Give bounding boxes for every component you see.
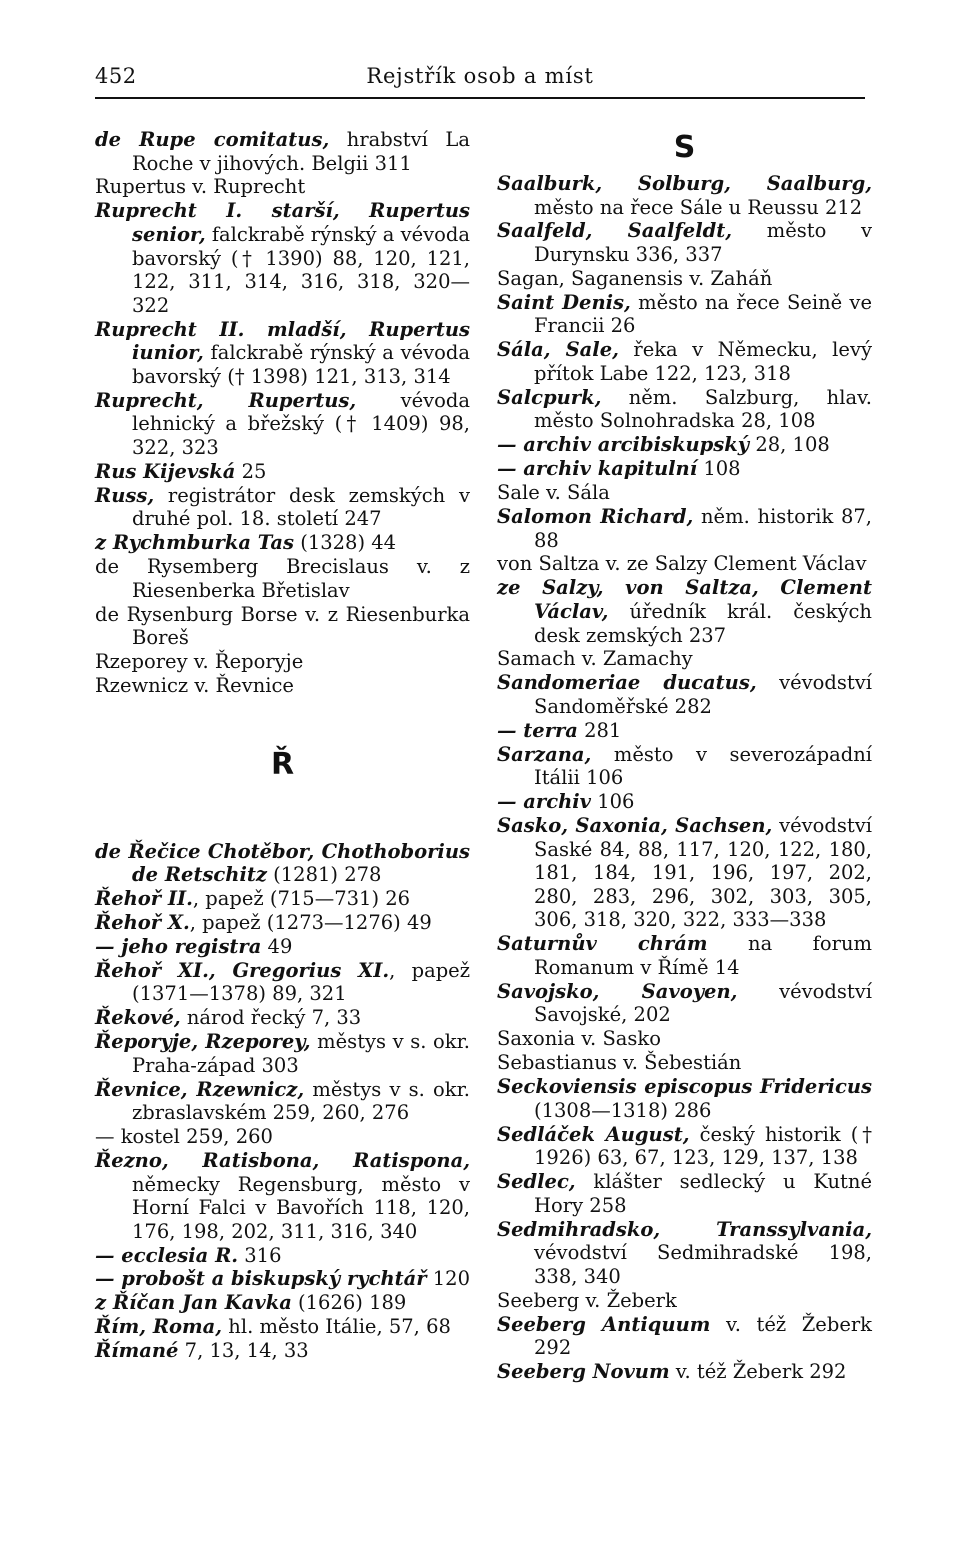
entry-headword: Seeberg Novum <box>497 1360 670 1383</box>
page-number: 452 <box>95 64 137 88</box>
index-entry <box>497 576 872 647</box>
index-entry <box>95 1149 470 1243</box>
entry-headword: Sála, Sale, <box>497 338 619 362</box>
entry-headword: — jeho registra <box>95 934 262 958</box>
index-entry <box>95 840 470 887</box>
entry-text: městys v s. okr. zbraslavském 259, 260, 276 <box>132 1077 470 1125</box>
right-column <box>497 128 872 1384</box>
index-entry <box>497 338 872 385</box>
index-entry <box>497 1170 872 1217</box>
index-entry <box>497 743 872 790</box>
left-column <box>95 128 470 1363</box>
index-entry <box>95 460 470 484</box>
entry-text: , papež (1371—1378) 89, 321 <box>132 958 470 1006</box>
entry-text: de Rysemberg Brecislaus v. z Riesenberka Břetislav <box>95 555 470 602</box>
index-entry <box>95 1291 470 1315</box>
index-entry <box>95 1125 470 1149</box>
left-entries-before <box>95 128 470 698</box>
index-entry <box>95 531 470 555</box>
index-entry <box>497 1360 872 1384</box>
entry-headword: — archiv <box>497 790 591 814</box>
entry-headword: Sandomeriae ducatus, <box>497 671 757 695</box>
index-entry <box>497 1075 872 1122</box>
entry-text: klášter sedlecký u Kutné Hory 258 <box>534 1170 872 1217</box>
entry-text: falckrabě rýnský a vévoda bavorský († 1390) 88, 120, 121, 122, 311, 314, 316, 318, 320—322 <box>132 222 470 317</box>
page-header <box>95 64 865 96</box>
entry-headword: Salomon Richard, <box>497 504 694 528</box>
entry-headword: Řehoř XI., Gregorius XI. <box>95 958 390 982</box>
entry-text: (1281) 278 <box>266 863 382 887</box>
entry-headword: Řehoř X. <box>95 910 190 934</box>
entry-text: vévodství Sandoměřské 282 <box>534 671 872 718</box>
index-entry <box>95 935 470 959</box>
entry-text: národ řecký 7, 33 <box>180 1006 362 1030</box>
entry-headword: Ruprecht I. starší, Rupertus senior, <box>95 199 470 246</box>
entry-text: , papež (1273—1276) 49 <box>189 910 432 934</box>
index-entry <box>497 1313 872 1360</box>
entry-text: hrabství La Roche v jihových. Belgii 311 <box>132 128 470 175</box>
entry-headword: Saalburk, Solburg, Saalburg, <box>497 172 872 195</box>
entry-headword: Římané <box>95 1339 179 1363</box>
entry-headword: Savojsko, Savoyen, <box>497 979 738 1003</box>
entry-headword: — archiv kapitulní <box>497 457 698 481</box>
index-entry <box>497 291 872 338</box>
entry-headword: Řeporyje, Rzeporey, <box>95 1030 311 1054</box>
index-entry <box>95 389 470 460</box>
entry-text: (1308—1318) 286 <box>534 1098 712 1122</box>
entry-text: (1328) 44 <box>294 531 397 555</box>
entry-text: vévoda lehnický a břežský († 1409) 98, 322, 323 <box>132 388 471 459</box>
index-entry <box>95 318 470 389</box>
index-entry <box>497 932 872 979</box>
entry-text: Seeberg v. Žeberk <box>497 1288 677 1312</box>
entry-headword: Řekové, <box>95 1006 181 1030</box>
entry-text: Sale v. Sála <box>497 481 610 505</box>
entry-headword: Salcpurk, <box>497 385 602 409</box>
entry-text: Rzewnicz v. Řevnice <box>95 673 294 697</box>
index-entry <box>95 1244 470 1268</box>
entry-headword: Sedlec, <box>497 1170 576 1194</box>
index-entry <box>95 887 470 911</box>
running-head: Rejstřík osob a míst <box>366 64 594 88</box>
index-entry <box>95 128 470 175</box>
entry-headword: Russ, <box>95 483 155 507</box>
entry-headword: — terra <box>497 718 578 742</box>
section-letter-s: S <box>673 130 696 165</box>
entry-text: město na řece Seině ve Francii 26 <box>534 290 872 338</box>
entry-text: registrátor desk zemských v druhé pol. 18. století 247 <box>132 483 470 531</box>
entry-headword: Saalfeld, Saalfeldt, <box>497 219 733 243</box>
index-entry <box>497 172 872 219</box>
entry-headword: — archiv arcibiskupský <box>497 433 750 457</box>
entry-text: řeka v Německu, levý přítok Labe 122, 123, 318 <box>534 338 872 385</box>
entry-text: Saxonia v. Sasko <box>497 1027 661 1051</box>
entry-headword: de Řečice Chotěbor, Chothoborius de Retschitz <box>95 839 470 887</box>
entry-text: v. též Žeberk 292 <box>534 1312 872 1360</box>
index-entry <box>497 457 872 481</box>
index-entry <box>497 980 872 1027</box>
header-rule <box>95 97 865 99</box>
entry-headword: — ecclesia R. <box>95 1243 239 1267</box>
entry-text: vévodství Saské 84, 88, 117, 120, 122, 180, 181, 184, 191, 196, 197, 202, 280, 283, 296, 302, 303, 305, 306, 318, 320, 322, 333—338 <box>534 814 873 932</box>
entry-headword: Saint Denis, <box>497 290 631 314</box>
index-entry <box>497 814 872 932</box>
entry-text: městys v s. okr. Praha-západ 303 <box>132 1030 470 1077</box>
entry-text: 49 <box>261 934 293 958</box>
entry-headword: Ruprecht II. mladší, Rupertus iunior, <box>95 317 470 365</box>
section-letter-r: Ř <box>270 746 295 782</box>
index-entry <box>497 219 872 266</box>
entry-headword: Seckoviensis episcopus Fridericus <box>497 1075 872 1099</box>
index-entry <box>95 1078 470 1125</box>
entry-text: něm. historik 87, 88 <box>534 504 872 552</box>
index-entry <box>95 674 470 698</box>
entry-text: 316 <box>238 1243 282 1267</box>
index-entry <box>95 199 470 317</box>
entry-text: Rzeporey v. Řeporyje <box>95 650 304 674</box>
entry-text: vévodství Savojské, 202 <box>534 979 872 1027</box>
entry-headword: Saturnův chrám <box>497 932 708 956</box>
index-entry <box>497 552 872 576</box>
entry-headword: Řehoř II. <box>95 887 193 910</box>
entry-text: v. též Žeberk 292 <box>669 1360 847 1383</box>
entry-text: český historik († 1926) 63, 67, 123, 129, 137, 138 <box>534 1122 872 1170</box>
entry-text: město na řece Sále u Reussu 212 <box>534 195 863 219</box>
entry-text: Sagan, Saganensis v. Zaháň <box>497 266 773 290</box>
entry-text: de Rysenburg Borse v. z Riesenburka Boreš <box>95 602 470 650</box>
index-entry <box>497 1218 872 1289</box>
index-entry <box>95 555 470 602</box>
entry-text: 106 <box>591 790 635 814</box>
entry-text: vévodství Sedmihradské 198, 338, 340 <box>534 1241 872 1288</box>
index-entry <box>497 267 872 291</box>
index-entry <box>497 790 872 814</box>
index-entry <box>497 433 872 457</box>
index-entry <box>497 719 872 743</box>
entry-headword: z Říčan Jan Kavka <box>95 1291 292 1315</box>
index-entry <box>95 484 470 531</box>
entry-text: — kostel 259, 260 <box>95 1125 273 1149</box>
index-entry <box>497 1123 872 1170</box>
entry-text: 120 <box>426 1267 470 1291</box>
entry-text: 25 <box>235 459 267 483</box>
index-entry <box>497 505 872 552</box>
entry-text: von Saltza v. ze Salzy Clement Václav <box>497 552 867 576</box>
right-entries <box>497 172 872 1384</box>
entry-text: město v Durynsku 336, 337 <box>534 219 873 267</box>
index-entry <box>95 603 470 650</box>
index-entry <box>497 671 872 718</box>
entry-headword: de Rupe comitatus, <box>95 128 330 151</box>
entry-text: úředník král. českých desk zemských 237 <box>534 599 872 647</box>
entry-text: hl. město Itálie, 57, 68 <box>222 1315 451 1339</box>
index-entry <box>95 1267 470 1291</box>
entry-text: něm. Salzburg, hlav. město Solnohradska 28, 108 <box>534 385 872 433</box>
entry-headword: Řezno, Ratisbona, Ratispona, <box>95 1148 470 1172</box>
entry-text: falckrabě rýnský a vévoda bavorský († 1398) 121, 313, 314 <box>132 341 470 388</box>
index-entry <box>95 175 470 199</box>
entry-headword: Sedláček August, <box>497 1122 690 1146</box>
entry-text: město v severozápadní Itálii 106 <box>534 742 872 790</box>
left-entries-after <box>95 840 470 1363</box>
entry-text: (1626) 189 <box>291 1291 407 1315</box>
entry-text: na forum Romanum v Římě 14 <box>534 932 872 979</box>
index-entry <box>497 386 872 433</box>
entry-headword: Sedmihradsko, Transsylvania, <box>497 1217 872 1241</box>
index-entry <box>95 1315 470 1339</box>
index-entry <box>95 911 470 935</box>
index-entry <box>497 647 872 671</box>
entry-text: německy Regensburg, město v Horní Falci v Bavořích 118, 120, 176, 198, 202, 311, 316, 340 <box>132 1172 470 1243</box>
entry-text: Sebastianus v. Šebestián <box>497 1051 742 1075</box>
entry-text: 281 <box>577 718 622 742</box>
entry-text: , papež (715—731) 26 <box>192 887 411 910</box>
entry-text: 28, 108 <box>749 433 830 457</box>
entry-headword: z Rychmburka Tas <box>95 531 295 555</box>
index-entry <box>95 959 470 1006</box>
entry-headword: Řevnice, Rzewnicz, <box>95 1077 305 1101</box>
entry-headword: ze Salzy, von Saltza, Clement Václav, <box>497 576 872 623</box>
entry-headword: Sarzana, <box>497 742 592 766</box>
index-entry <box>95 1030 470 1077</box>
index-entry <box>497 1289 872 1313</box>
index-entry <box>95 1339 470 1363</box>
entry-headword: Seeberg Antiquum <box>497 1312 711 1336</box>
entry-text: 108 <box>697 457 741 481</box>
entry-text: 7, 13, 14, 33 <box>178 1339 309 1363</box>
index-entry <box>497 1051 872 1075</box>
entry-headword: — probošt a biskupský rychtář <box>95 1267 427 1291</box>
index-entry <box>497 481 872 505</box>
entry-headword: Rus Kijevská <box>95 459 236 483</box>
entry-headword: Sasko, Saxonia, Sachsen, <box>497 814 773 838</box>
entry-headword: Ruprecht, Rupertus, <box>95 388 357 412</box>
entry-text: Samach v. Zamachy <box>497 647 693 671</box>
index-entry <box>497 1027 872 1051</box>
index-entry <box>95 650 470 674</box>
entry-text: Rupertus v. Ruprecht <box>95 175 306 199</box>
index-entry <box>95 1006 470 1030</box>
entry-headword: Řím, Roma, <box>95 1315 223 1339</box>
